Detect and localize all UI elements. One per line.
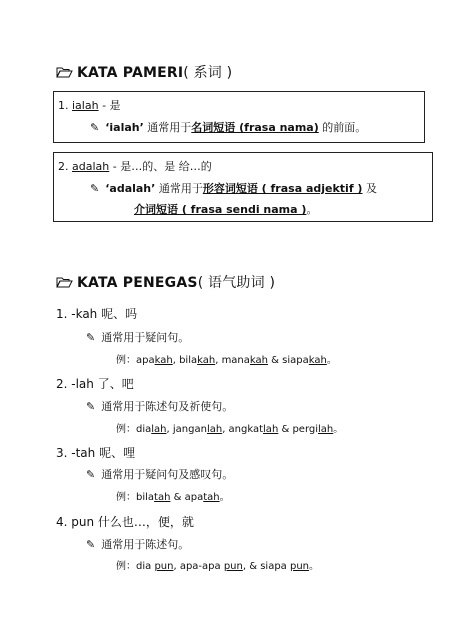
section-title: KATA PENEGAS xyxy=(77,275,198,291)
example: dialah, xyxy=(136,424,173,435)
entry-examples-lah: 例：dialah, janganlah, angkatlah & pergilah。 xyxy=(116,424,344,435)
example: siapa pun。 xyxy=(260,561,320,572)
entry-note-ialah: ✎ ‘ialah’ 通常用于名词短语 (frasa nama) 的前面。 xyxy=(90,121,367,134)
section-title-cn: ( 语气助词 ) xyxy=(197,275,276,291)
hand-note-icon: ✎ xyxy=(90,121,100,134)
example: dia pun, xyxy=(136,561,180,572)
entry-note-adalah: ✎ ‘adalah’ 通常用于形容词短语 ( frasa adjektif ) 及 xyxy=(90,182,377,195)
entry-note-tah: ✎ 通常用于疑问句及感叹句。 xyxy=(86,468,234,481)
section-title-cn: ( 系词 ) xyxy=(183,65,233,81)
example: apakah, xyxy=(136,355,180,366)
folder-open-icon xyxy=(56,67,73,78)
example: pergilah。 xyxy=(292,424,344,435)
entry-head-pun: 4. pun 什么也…，便，就 xyxy=(56,515,194,529)
entry-examples-tah: 例：bilatah & apatah。 xyxy=(116,492,230,503)
section-heading-kata-penegas xyxy=(56,272,275,292)
example: siapakah。 xyxy=(282,355,337,366)
hand-note-icon: ✎ xyxy=(86,400,96,413)
example: bilatah & xyxy=(136,492,185,503)
entry-head-tah: 3. -tah 呢、哩 xyxy=(56,446,136,460)
example: apa-apa pun, & xyxy=(179,561,261,572)
entry-note-lah: ✎ 通常用于陈述句及祈使句。 xyxy=(86,400,234,413)
example: janganlah, xyxy=(172,424,229,435)
section-title: KATA PAMERI xyxy=(77,65,184,81)
hand-note-icon: ✎ xyxy=(90,182,100,195)
example: manakah & xyxy=(221,355,283,366)
section-heading-kata-pameri xyxy=(56,62,232,82)
entry-note-kah: ✎ 通常用于疑问句。 xyxy=(86,331,190,344)
entry-examples-kah: 例：apakah, bilakah, manakah & siapakah。 xyxy=(116,355,337,366)
folder-open-icon xyxy=(56,277,73,288)
example: angkatlah & xyxy=(228,424,293,435)
entry-title-ialah: 1. ialah - 是 xyxy=(58,99,121,112)
hand-note-icon: ✎ xyxy=(86,468,96,481)
entry-title-adalah: 2. adalah - 是…的、是 给…的 xyxy=(58,160,212,173)
example: bilakah, xyxy=(179,355,222,366)
entry-examples-pun: 例：dia pun, apa-apa pun, & siapa pun。 xyxy=(116,561,320,572)
hand-note-icon: ✎ xyxy=(86,331,96,344)
entry-note-pun: ✎ 通常用于陈述句。 xyxy=(86,538,190,551)
entry-note-adalah-cont: 介词短语 ( frasa sendi nama )。 xyxy=(134,203,318,216)
entry-head-kah: 1. -kah 呢、吗 xyxy=(56,307,138,321)
example: apatah。 xyxy=(184,492,230,503)
entry-head-lah: 2. -lah 了、吧 xyxy=(56,377,134,391)
hand-note-icon: ✎ xyxy=(86,538,96,551)
